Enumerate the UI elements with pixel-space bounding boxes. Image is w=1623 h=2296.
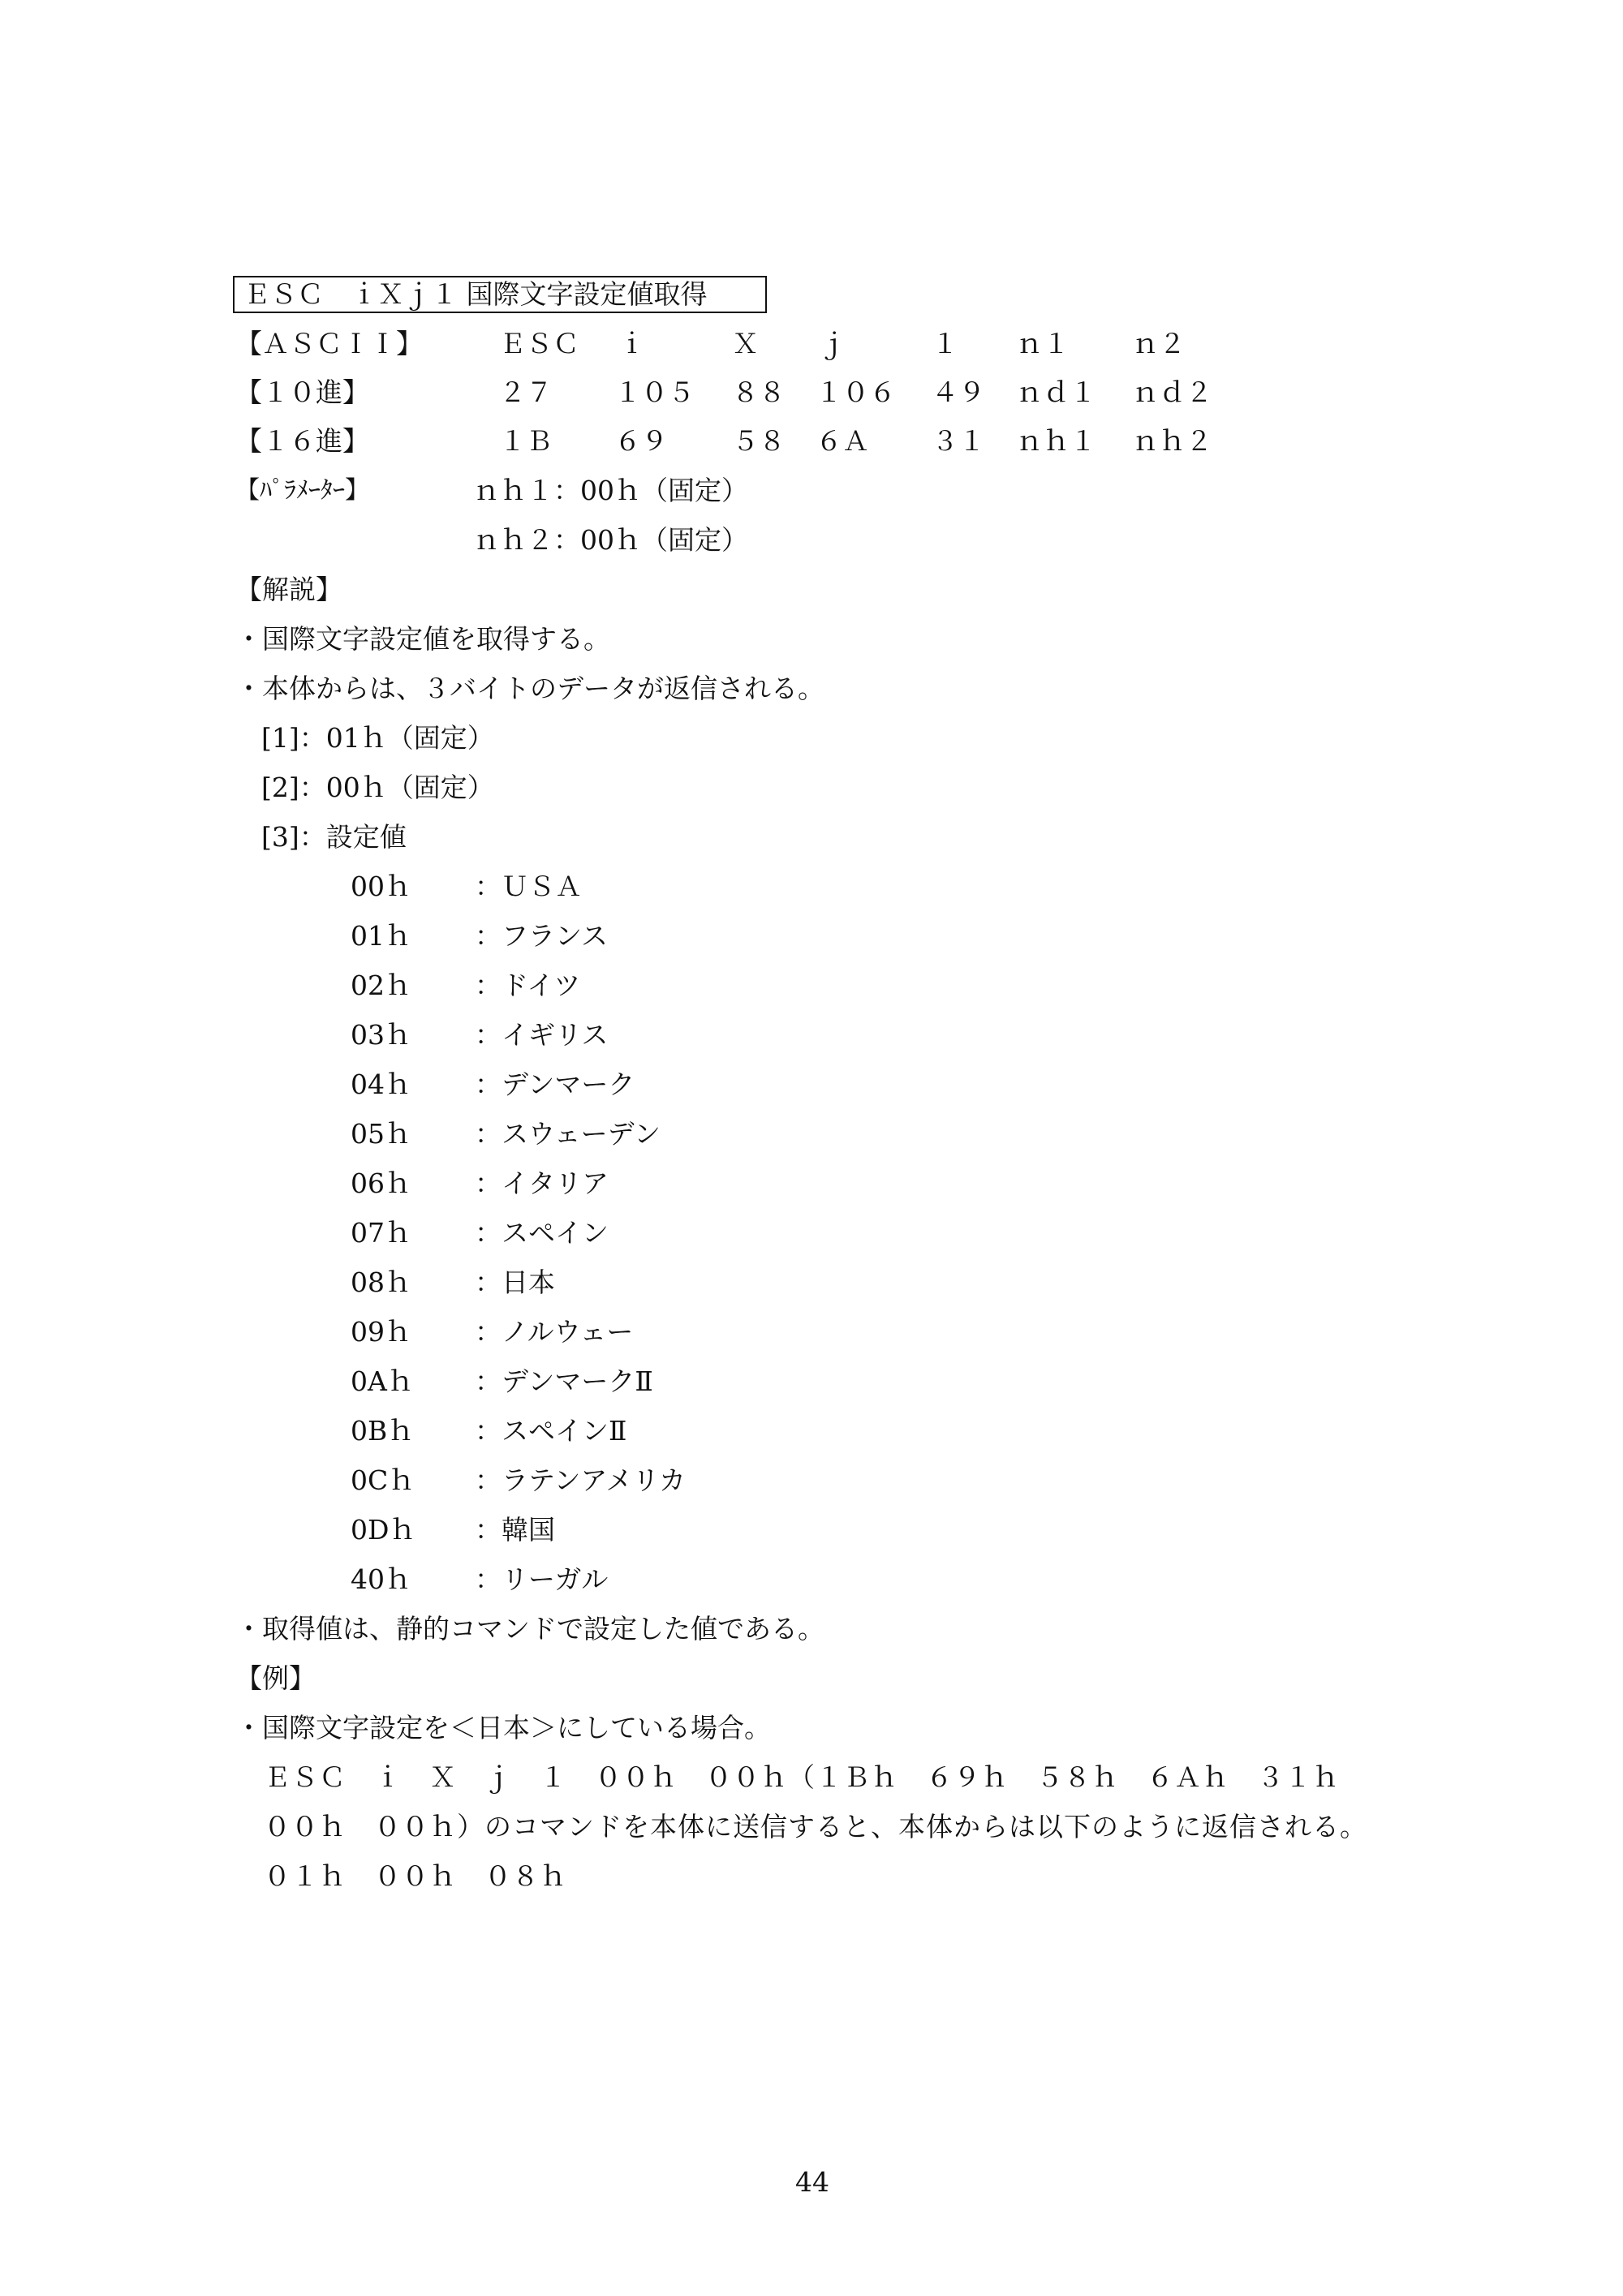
response-byte: [3]：設定値 [261,821,407,853]
example-line: ０１ｈ ００ｈ ０８ｈ [264,1860,567,1892]
example-line: ００ｈ ００ｈ）のコマンドを本体に送信すると、本体からは以下のように返信される。 [264,1811,1367,1842]
cell: Ｘ [732,328,759,359]
value-name: ：ドイツ [475,970,581,1001]
example-heading: 【例】 [235,1662,316,1694]
value-name: ：韓国 [475,1514,555,1546]
cell: ４９ [932,376,985,408]
value-code: 0Dｈ [351,1514,416,1546]
example-line: ＥＳＣ ｉ Ｘ ｊ １ ００ｈ ００ｈ（１Ｂｈ ６９ｈ ５８ｈ ６Ａｈ ３１ｈ [264,1761,1340,1793]
value-code: 04ｈ [351,1068,411,1100]
param-nh2: ｎｈ２：00ｈ（固定） [473,524,748,556]
note: ・取得値は、静的コマンドで設定した値である。 [235,1613,824,1645]
cell: １０５ [614,376,695,408]
value-name: ：ノルウェー [475,1316,634,1348]
cell: １Ｂ [499,425,553,457]
value-name: ：イタリア [475,1167,609,1199]
params-label: 【ﾊﾟﾗﾒｰﾀｰ】 [235,476,369,505]
value-code: 40ｈ [351,1563,411,1595]
value-name: ：日本 [475,1266,555,1298]
value-code: 0Aｈ [351,1365,414,1397]
value-code: 07ｈ [351,1217,411,1249]
cell: ８８ [732,376,786,408]
page-title: ＥＳＣ ｉＸｊ１ 国際文字設定値取得 [243,278,708,310]
row-label: 【１０進】 [235,376,369,408]
value-code: 08ｈ [351,1266,411,1298]
value-name: ：デンマークⅡ [475,1365,653,1397]
value-name: ：イギリス [475,1019,609,1051]
cell: ５８ [732,425,786,457]
cell: ｎｄ１ [1016,376,1096,408]
cell: １ [932,328,958,359]
row-label: 【ＡＳＣＩＩ】 [235,328,423,359]
param-nh1: ｎｈ１：00ｈ（固定） [473,475,748,506]
row-label: 【１６進】 [235,425,369,457]
value-code: 05ｈ [351,1118,411,1150]
cell: ｎ２ [1132,328,1186,359]
value-code: 02ｈ [351,970,411,1001]
cell: ｊ [820,328,846,359]
value-name: ：ＵＳＡ [475,871,582,902]
value-code: 03ｈ [351,1019,411,1051]
cell: ２７ [499,376,553,408]
value-name: ：スペインⅡ [475,1415,627,1447]
desc-heading: 【解説】 [235,574,342,605]
cell: ６Ａ [816,425,869,457]
value-code: 0Bｈ [351,1415,415,1447]
value-name: ：リーガル [475,1563,609,1595]
cell: ｎｄ２ [1132,376,1212,408]
desc-bullet: ・国際文字設定値を取得する。 [235,623,610,655]
cell: ｎｈ２ [1132,425,1212,457]
value-code: 06ｈ [351,1167,411,1199]
value-code: 00ｈ [351,871,411,902]
response-byte: [1]：01ｈ（固定） [261,722,494,754]
value-name: ：スウェーデン [475,1118,661,1150]
desc-bullet: ・本体からは、３バイトのデータが返信される。 [235,673,824,704]
value-name: ：スペイン [475,1217,609,1249]
cell: ｎｈ１ [1016,425,1096,457]
value-name: ：フランス [475,920,609,952]
cell: ３１ [932,425,985,457]
cell: ＥＳＣ [499,328,579,359]
cell: ６９ [614,425,668,457]
value-name: ：ラテンアメリカ [475,1464,687,1496]
page-number: 44 [795,2166,829,2198]
value-name: ：デンマーク [475,1068,635,1100]
cell: ｉ [618,328,645,359]
value-code: 01ｈ [351,920,411,952]
value-code: 0Cｈ [351,1464,415,1496]
value-code: 09ｈ [351,1316,411,1348]
response-byte: [2]：00ｈ（固定） [261,772,494,803]
cell: １０６ [816,376,896,408]
cell: ｎ１ [1016,328,1070,359]
example-bullet: ・国際文字設定を＜日本＞にしている場合。 [235,1712,771,1743]
